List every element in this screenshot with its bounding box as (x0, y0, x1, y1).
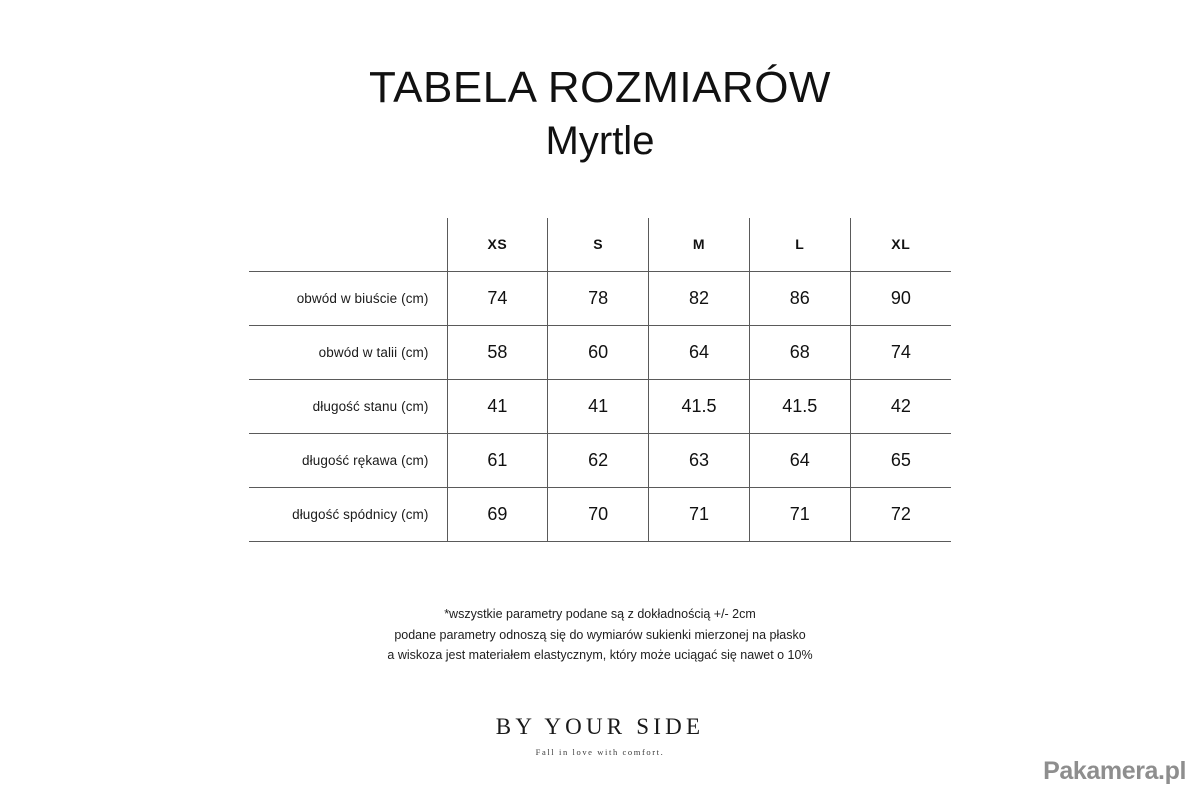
cell-value: 90 (850, 271, 951, 325)
watermark-logo: Pakamera.pl (1043, 757, 1186, 785)
brand-block (0, 714, 1200, 757)
cell-value: 63 (649, 433, 750, 487)
row-label: długość spódnicy (cm) (249, 487, 447, 541)
cell-value: 82 (649, 271, 750, 325)
cell-value: 69 (447, 487, 548, 541)
size-table-wrapper (249, 218, 951, 542)
cell-value: 71 (749, 487, 850, 541)
cell-value: 60 (548, 325, 649, 379)
cell-value: 64 (749, 433, 850, 487)
cell-value: 71 (649, 487, 750, 541)
column-header-s: S (548, 218, 649, 272)
table-header-row (249, 218, 951, 272)
row-label: długość rękawa (cm) (249, 433, 447, 487)
brand-tagline: Fall in love with comfort. (535, 746, 665, 757)
disclaimer-notes (220, 604, 980, 666)
table-row (249, 271, 951, 325)
cell-value: 78 (548, 271, 649, 325)
title-block (0, 0, 1200, 166)
page-subtitle: Myrtle (545, 118, 655, 163)
page-title: TABELA ROZMIARÓW (369, 63, 831, 112)
cell-value: 41 (548, 379, 649, 433)
cell-value: 41 (447, 379, 548, 433)
cell-value: 42 (850, 379, 951, 433)
table-row (249, 433, 951, 487)
cell-value: 64 (649, 325, 750, 379)
cell-value: 41.5 (649, 379, 750, 433)
cell-value: 70 (548, 487, 649, 541)
size-table (249, 218, 951, 542)
row-label: obwód w biuście (cm) (249, 271, 447, 325)
row-label: długość stanu (cm) (249, 379, 447, 433)
cell-value: 61 (447, 433, 548, 487)
cell-value: 41.5 (749, 379, 850, 433)
note-line: podane parametry odnoszą się do wymiarów sukienki mierzonej na płasko (394, 627, 806, 642)
cell-value: 74 (850, 325, 951, 379)
row-label: obwód w talii (cm) (249, 325, 447, 379)
table-row (249, 487, 951, 541)
cell-value: 58 (447, 325, 548, 379)
column-header-l: L (749, 218, 850, 272)
cell-value: 74 (447, 271, 548, 325)
column-header-m: M (649, 218, 750, 272)
cell-value: 68 (749, 325, 850, 379)
cell-value: 72 (850, 487, 951, 541)
table-corner-cell (249, 218, 447, 272)
note-line: *wszystkie parametry podane są z dokładnością +/- 2cm (444, 606, 756, 621)
cell-value: 65 (850, 433, 951, 487)
note-line: a wiskoza jest materiałem elastycznym, który może uciągać się nawet o 10% (387, 648, 813, 663)
column-header-xl: XL (850, 218, 951, 272)
cell-value: 62 (548, 433, 649, 487)
cell-value: 86 (749, 271, 850, 325)
table-row (249, 325, 951, 379)
column-header-xs: XS (447, 218, 548, 272)
table-row (249, 379, 951, 433)
brand-name: BY YOUR SIDE (495, 713, 705, 739)
